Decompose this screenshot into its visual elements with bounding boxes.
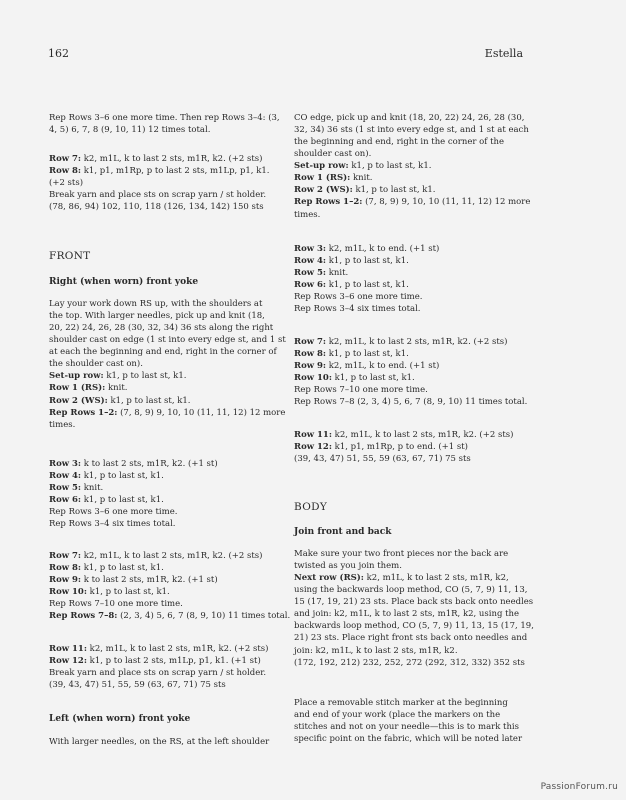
text-line <box>294 372 516 384</box>
text-line <box>294 243 516 255</box>
text-line <box>294 453 516 465</box>
bold-label: Row 9: <box>49 575 82 586</box>
bold-label: Row 11: <box>49 644 87 654</box>
join-instructions <box>294 548 534 669</box>
bold-label: Rep Rows 1–2: <box>49 407 118 418</box>
text-line <box>49 610 291 622</box>
text-line <box>294 733 523 745</box>
text-line <box>49 153 271 165</box>
bold-label: Row 5: <box>294 268 327 279</box>
bold-label: Row 7: <box>49 551 82 561</box>
text-line <box>49 112 280 124</box>
line-text: k2, m1L, k to last 2 sts, m1R, k2. (+2 sts) <box>81 551 263 561</box>
bold-label: Next row (RS): <box>294 573 364 584</box>
bold-label: Row 12: <box>49 656 87 667</box>
text-line <box>294 291 516 303</box>
line-text: k1, p to last st, k1. <box>352 185 436 196</box>
line-text: k1, p to last 2 sts, m1Lp, p1, k1. (+1 st) <box>86 656 261 667</box>
line-text: k1, p to last st, k1. <box>326 280 409 291</box>
line-text: k2, m1L, k to last 2 sts, m1R, k2. (+2 sts) <box>331 430 514 440</box>
bold-label: Row 7: <box>49 154 82 164</box>
rows-11-12-right <box>49 643 271 691</box>
page-number: 162 <box>48 47 69 60</box>
line-text: k1, p to last st, k1. <box>348 161 432 172</box>
line-text: k2, m1L, k to last 2 sts, m1R, k2, <box>363 573 509 584</box>
line-text: specific point on the fabric, which will be noted later <box>294 734 523 745</box>
rows-11-12-left <box>294 429 516 465</box>
text-line <box>49 518 271 530</box>
line-text: CO edge, pick up and knit (18, 20, 22) 24, 26, 28 (30, <box>294 113 525 123</box>
bold-label: Rep Rows 1–2: <box>294 197 363 208</box>
text-line <box>294 160 516 172</box>
text-line <box>294 429 516 441</box>
line-text: twisted as you join them. <box>294 561 402 572</box>
line-text: shoulder cast on edge (1 st into every edge st, and 1 st <box>49 335 286 346</box>
line-text: the shoulder cast on). <box>49 359 143 370</box>
line-text: (2, 3, 4) 5, 6, 7 (8, 9, 10) 11 times total. <box>117 611 291 622</box>
line-text: k to last 2 sts, m1R, k2. (+1 st) <box>81 575 218 586</box>
bold-label: Row 6: <box>294 280 327 291</box>
bold-label: Row 4: <box>49 471 82 482</box>
text-line <box>294 697 516 709</box>
text-line <box>294 209 516 221</box>
line-text: times. <box>49 419 76 430</box>
line-text: (7, 8, 9) 9, 10, 10 (11, 11, 12) 12 more <box>117 407 286 418</box>
bold-label: Row 10: <box>294 373 332 384</box>
text-line <box>294 360 516 372</box>
line-text: Break yarn and place sts on scrap yarn / st holder. <box>49 668 267 679</box>
bold-label: Row 3: <box>49 459 82 469</box>
text-line <box>49 322 274 334</box>
text-line <box>49 598 271 610</box>
line-text: knit. <box>350 173 373 184</box>
bold-label: Row 8: <box>49 166 82 177</box>
line-text: Rep Rows 3–6 one more time. Then rep Rows 3–4: (3, <box>49 113 280 123</box>
line-text: knit. <box>81 483 104 494</box>
text-line <box>294 172 516 184</box>
text-line <box>294 196 531 208</box>
line-text: 21) 23 sts. Place right front sts back onto needles and <box>294 633 528 644</box>
line-text: Rep Rows 7–10 one more time. <box>294 385 428 396</box>
body-heading: BODY <box>294 501 328 513</box>
line-text: k2, m1L, k to last 2 sts, m1R, k2. (+2 sts) <box>81 154 263 164</box>
rows-7-8-back <box>49 153 271 213</box>
line-text: k1, p to last st, k1. <box>331 373 415 384</box>
text-line <box>49 395 271 407</box>
text-line <box>49 643 271 655</box>
line-text: and end of your work (place the markers on the <box>294 710 501 721</box>
text-line <box>49 736 271 748</box>
text-line <box>294 596 534 608</box>
text-line <box>49 494 271 506</box>
text-line <box>49 334 286 346</box>
text-line <box>49 358 271 370</box>
text-line <box>294 441 516 453</box>
line-text: Rep Rows 3–4 six times total. <box>49 519 176 530</box>
line-text: k1, p to last st, k1. <box>326 349 409 360</box>
rows-3-6-left <box>294 243 516 315</box>
line-text: (78, 86, 94) 102, 110, 118 (126, 134, 142) 150 sts <box>49 202 264 213</box>
bold-label: Rep Rows 7–8: <box>49 611 118 622</box>
text-line <box>49 201 271 213</box>
text-line <box>294 279 516 291</box>
text-line <box>49 189 271 201</box>
text-line <box>294 572 516 584</box>
bold-label: Row 2 (WS): <box>294 185 353 196</box>
text-line <box>294 148 516 160</box>
bold-label: Row 3: <box>294 244 327 254</box>
line-text: k1, p1, m1Rp, p to last 2 sts, m1Lp, p1, k1. <box>81 166 270 177</box>
text-line <box>294 548 516 560</box>
text-line <box>294 584 528 596</box>
front-heading: FRONT <box>49 250 91 262</box>
text-line <box>294 632 528 644</box>
bold-label: Row 7: <box>294 337 327 347</box>
running-title: Estella <box>484 47 523 60</box>
line-text: Break yarn and place sts on scrap yarn / st holder. <box>49 190 267 201</box>
line-text: using the backwards loop method, CO (5, 7, 9) 11, 13, <box>294 585 528 596</box>
rows-7-10-left <box>294 336 528 408</box>
line-text: k1, p to last st, k1. <box>86 587 170 598</box>
text-line <box>49 298 271 310</box>
line-text: Rep Rows 3–6 one more time. <box>294 292 423 303</box>
line-text: Place a removable stitch marker at the beginning <box>294 698 508 708</box>
line-text: (39, 43, 47) 51, 55, 59 (63, 67, 71) 75 sts <box>294 454 471 465</box>
line-text: Make sure your two front pieces nor the back are <box>294 549 509 559</box>
line-text: k2, m1L, k to end. (+1 st) <box>326 361 440 372</box>
text-line <box>49 482 271 494</box>
text-line <box>49 407 286 419</box>
left-yoke-heading: Left (when worn) front yoke <box>49 714 191 724</box>
text-line <box>294 303 516 315</box>
text-line <box>294 620 534 632</box>
line-text: times. <box>294 209 321 220</box>
text-line <box>49 346 277 358</box>
text-line <box>49 667 271 679</box>
text-line <box>49 165 271 177</box>
line-text: 32, 34) 36 sts (1 st into every edge st, and 1 st at each <box>294 125 529 136</box>
text-line <box>294 657 525 669</box>
line-text: the beginning and end, right in the corner of the <box>294 137 505 148</box>
join-heading: Join front and back <box>294 527 392 537</box>
text-line <box>294 709 516 721</box>
bold-label: Row 4: <box>294 256 327 267</box>
text-line <box>294 645 516 657</box>
line-text: stitches and not on your needle—this is to mark this <box>294 722 520 733</box>
line-text: Lay your work down RS up, with the shoulders at <box>49 299 263 309</box>
line-text: k1, p to last st, k1. <box>81 471 164 482</box>
bold-label: Row 1 (RS): <box>294 173 351 184</box>
bold-label: Row 9: <box>294 361 327 372</box>
bold-label: Row 2 (WS): <box>49 395 108 406</box>
bold-label: Row 8: <box>49 563 82 574</box>
bold-label: Row 12: <box>294 442 332 453</box>
rows-7-10-right <box>49 550 291 622</box>
line-text: shoulder cast on). <box>294 149 372 160</box>
text-line <box>49 586 271 598</box>
text-line <box>49 124 271 136</box>
line-text: k2, m1L, k to end. (+1 st) <box>326 244 440 254</box>
line-text: 20, 22) 24, 26, 28 (30, 32, 34) 36 sts along the right <box>49 323 274 334</box>
line-text: Rep Rows 3–4 six times total. <box>294 304 421 315</box>
line-text: Rep Rows 7–8 (2, 3, 4) 5, 6, 7 (8, 9, 10) 11 times total. <box>294 397 528 408</box>
rows-3-6-right <box>49 458 271 530</box>
text-line <box>49 562 271 574</box>
text-line <box>49 370 271 382</box>
text-line <box>49 458 271 470</box>
line-text: Rep Rows 7–10 one more time. <box>49 599 183 610</box>
text-line <box>294 136 516 148</box>
text-line <box>294 336 516 348</box>
bold-label: Set-up row: <box>294 161 349 172</box>
bold-label: Row 8: <box>294 349 327 360</box>
line-text: the top. With larger needles, pick up and knit (18, <box>49 311 265 322</box>
text-line <box>294 396 528 408</box>
text-line <box>49 177 271 189</box>
line-text: and join: k2, m1L, k to last 2 sts, m1R, k2, using the <box>294 609 520 620</box>
text-line <box>294 124 529 136</box>
watermark: PassionForum.ru <box>540 782 618 792</box>
text-line <box>49 310 271 322</box>
line-text: at each the beginning and end, right in the corner of <box>49 347 277 358</box>
text-line <box>294 267 516 279</box>
line-text: k2, m1L, k to last 2 sts, m1R, k2. (+2 sts) <box>86 644 269 654</box>
text-line <box>294 560 516 572</box>
line-text: join: k2, m1L, k to last 2 sts, m1R, k2. <box>294 645 458 656</box>
bold-label: Set-up row: <box>49 371 104 382</box>
line-text: knit. <box>105 383 128 394</box>
text-line <box>294 184 516 196</box>
line-text: Rep Rows 3–6 one more time. <box>49 507 178 518</box>
text-line <box>49 506 271 518</box>
line-text: With larger needles, on the RS, at the left shoulder <box>49 737 270 747</box>
bold-label: Row 10: <box>49 587 87 598</box>
marker-paragraph <box>294 697 523 745</box>
left-yoke-instructions <box>49 736 271 748</box>
line-text: k1, p to last st, k1. <box>107 395 191 406</box>
line-text: (172, 192, 212) 232, 252, 272 (292, 312, 332) 352 sts <box>294 657 525 668</box>
text-line <box>49 574 271 586</box>
text-line <box>294 384 516 396</box>
left-yoke-continued <box>294 112 531 221</box>
text-line <box>49 419 271 431</box>
right-yoke-instructions <box>49 298 286 431</box>
text-line <box>294 721 520 733</box>
text-line <box>294 608 520 620</box>
bold-label: Row 6: <box>49 495 82 506</box>
bold-label: Row 5: <box>49 483 82 494</box>
line-text: (39, 43, 47) 51, 55, 59 (63, 67, 71) 75 sts <box>49 680 226 691</box>
line-text: k1, p to last st, k1. <box>326 256 409 267</box>
line-text: k1, p to last st, k1. <box>103 371 187 382</box>
bold-label: Row 1 (RS): <box>49 383 106 394</box>
text-line <box>49 679 271 691</box>
text-line <box>49 655 271 667</box>
text-line <box>49 550 271 562</box>
line-text: (7, 8, 9) 9, 10, 10 (11, 11, 12) 12 more <box>362 197 531 208</box>
line-text: 15 (17, 19, 21) 23 sts. Place back sts back onto needles <box>294 597 534 608</box>
line-text: k1, p to last st, k1. <box>81 563 164 574</box>
intro-paragraph <box>49 112 280 136</box>
line-text: knit. <box>326 268 349 279</box>
line-text: k1, p1, m1Rp, p to end. (+1 st) <box>331 442 468 453</box>
text-line <box>49 470 271 482</box>
line-text: k to last 2 sts, m1R, k2. (+1 st) <box>81 459 218 469</box>
text-line <box>49 382 271 394</box>
text-line <box>294 112 525 124</box>
line-text: (+2 sts) <box>49 178 84 189</box>
right-yoke-heading: Right (when worn) front yoke <box>49 277 199 287</box>
line-text: backwards loop method, CO (5, 7, 9) 11, 13, 15 (17, 19, <box>294 621 534 632</box>
line-text: k1, p to last st, k1. <box>81 495 164 506</box>
bold-label: Row 11: <box>294 430 332 440</box>
line-text: 4, 5) 6, 7, 8 (9, 10, 11) 12 times total. <box>49 125 211 136</box>
text-line <box>294 255 516 267</box>
text-line <box>294 348 516 360</box>
line-text: k2, m1L, k to last 2 sts, m1R, k2. (+2 sts) <box>326 337 508 347</box>
